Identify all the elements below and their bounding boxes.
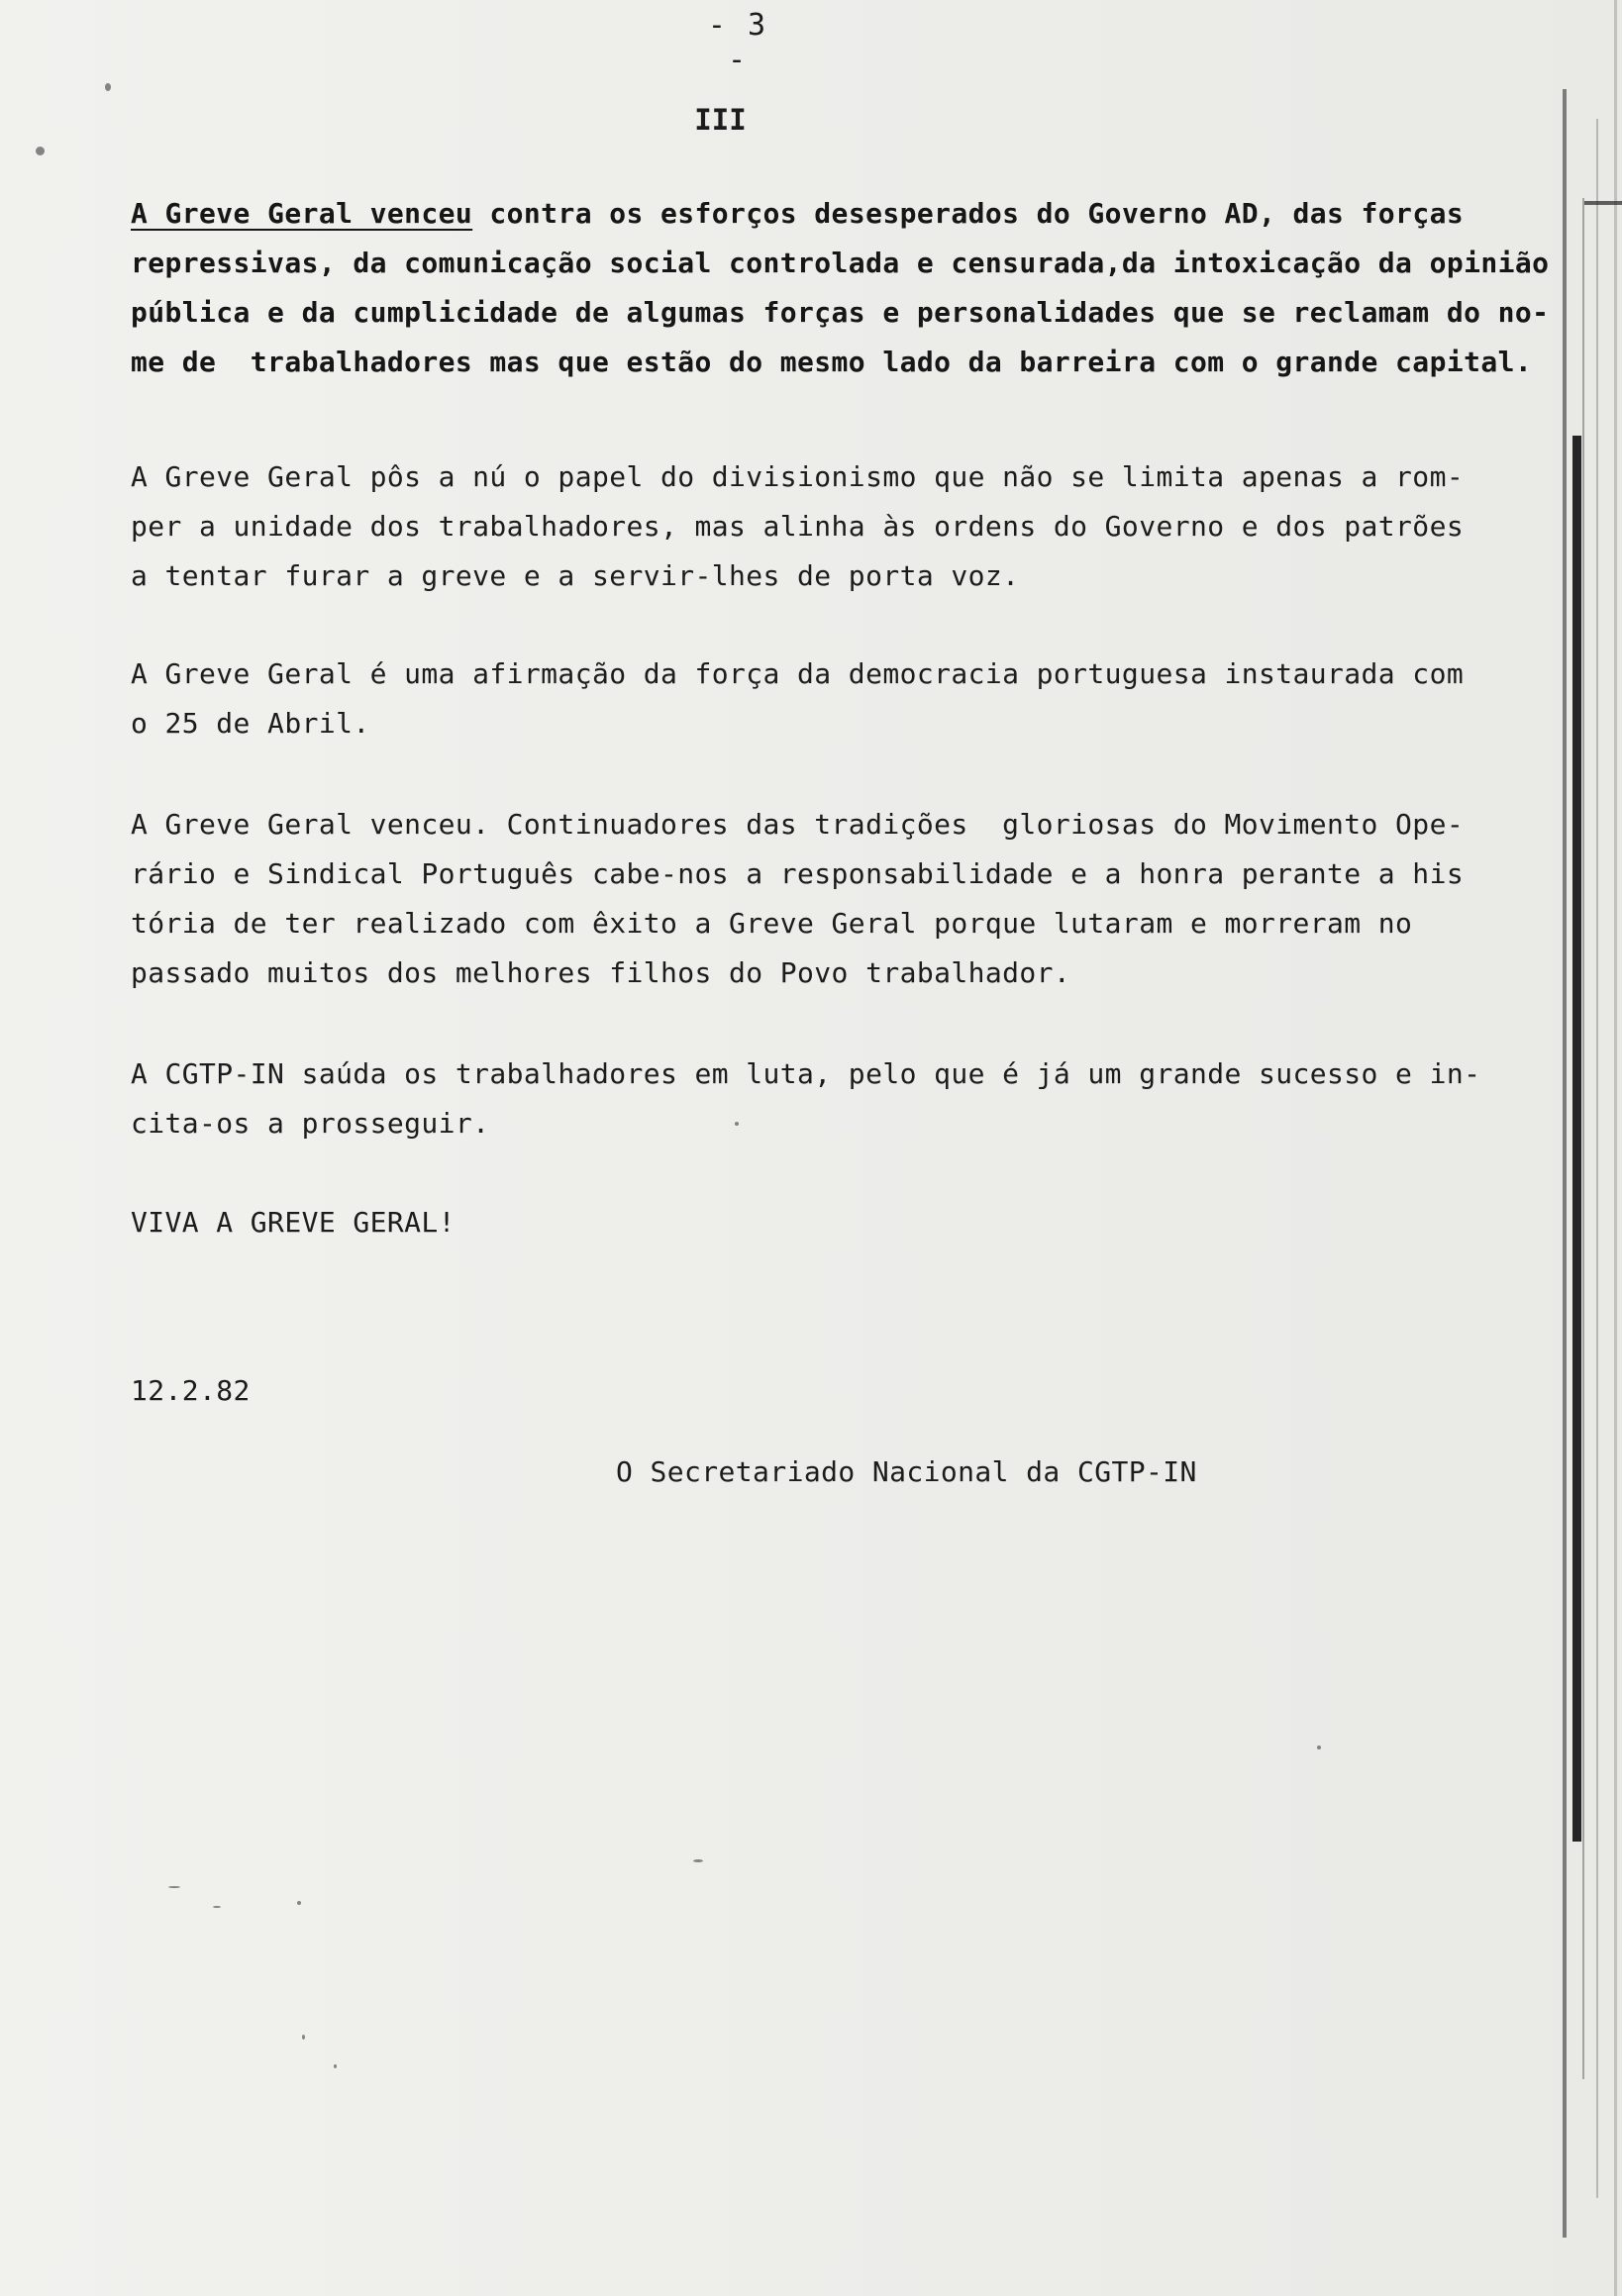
scan-speck [1317,1746,1321,1749]
scan-speck [168,1886,180,1888]
paragraph-line: A Greve Geral pôs a nú o papel do divisionismo que não se limita apenas a rom- [131,460,1465,493]
scan-speck [693,1859,703,1862]
binding-edge-bar [1572,436,1581,1842]
binding-edge-tick [1584,201,1622,205]
paragraph-line: A CGTP-IN saúda os trabalhadores em luta, pelo que é já um grande sucesso e in- [131,1057,1481,1090]
paragraph-5 [131,1049,1517,1148]
paragraph-line: me de trabalhadores mas que estão do mesmo lado da barreira com o grande capital. [131,346,1533,378]
paragraph-2 [131,452,1517,601]
scan-speck [105,83,111,91]
scan-speck [36,147,45,155]
paragraph-line: rário e Sindical Português cabe-nos a responsabilidade e a honra perante a his [131,857,1465,890]
document-date: 12.2.82 [131,1374,251,1407]
paragraph-3 [131,649,1517,749]
paragraph-line: passado muitos dos melhores filhos do Povo trabalhador. [131,956,1071,989]
scan-speck [213,1906,221,1908]
binding-edge-line [1596,119,1598,2198]
scan-speck [334,2064,337,2068]
paragraph-line [131,189,1517,239]
page-number: - 3 - [707,8,768,77]
signature-line: O Secretariado Nacional da CGTP-IN [616,1455,1197,1488]
paragraph-lead: A Greve Geral venceu [131,197,473,230]
binding-edge-shadow [1563,89,1567,2238]
paragraph-1 [131,189,1550,387]
scan-speck [302,2035,305,2040]
paragraph-line: per a unidade dos trabalhadores, mas alinha às ordens do Governo e dos patrões [131,510,1465,543]
scan-speck [297,1901,301,1905]
page-edge-line [1614,0,1617,2296]
paragraph-4 [131,800,1517,998]
paragraph-line: A Greve Geral venceu. Continuadores das tradições gloriosas do Movimento Ope- [131,808,1465,841]
paragraph-line: pública e da cumplicidade de algumas forças e personalidades que se reclamam do no- [131,296,1550,329]
paragraph-line: tória de ter realizado com êxito a Greve Geral porque lutaram e morreram no [131,907,1413,940]
paragraph-line: o 25 de Abril. [131,707,370,740]
paragraph-line: cita-os a prosseguir. [131,1107,490,1140]
binding-edge-line [1582,198,1584,2079]
paragraph-line: A Greve Geral é uma afirmação da força da democracia portuguesa instaurada com [131,657,1465,690]
paragraph-line-text: contra os esforços desesperados do Governo AD, das forças [472,197,1465,230]
paragraph-line: repressivas, da comunicação social controlada e censurada,da intoxicação da opinião [131,247,1550,279]
section-number: III [694,103,747,137]
closing-slogan: VIVA A GREVE GERAL! [131,1206,456,1239]
paragraph-line: a tentar furar a greve e a servir-lhes de porta voz. [131,559,1020,592]
